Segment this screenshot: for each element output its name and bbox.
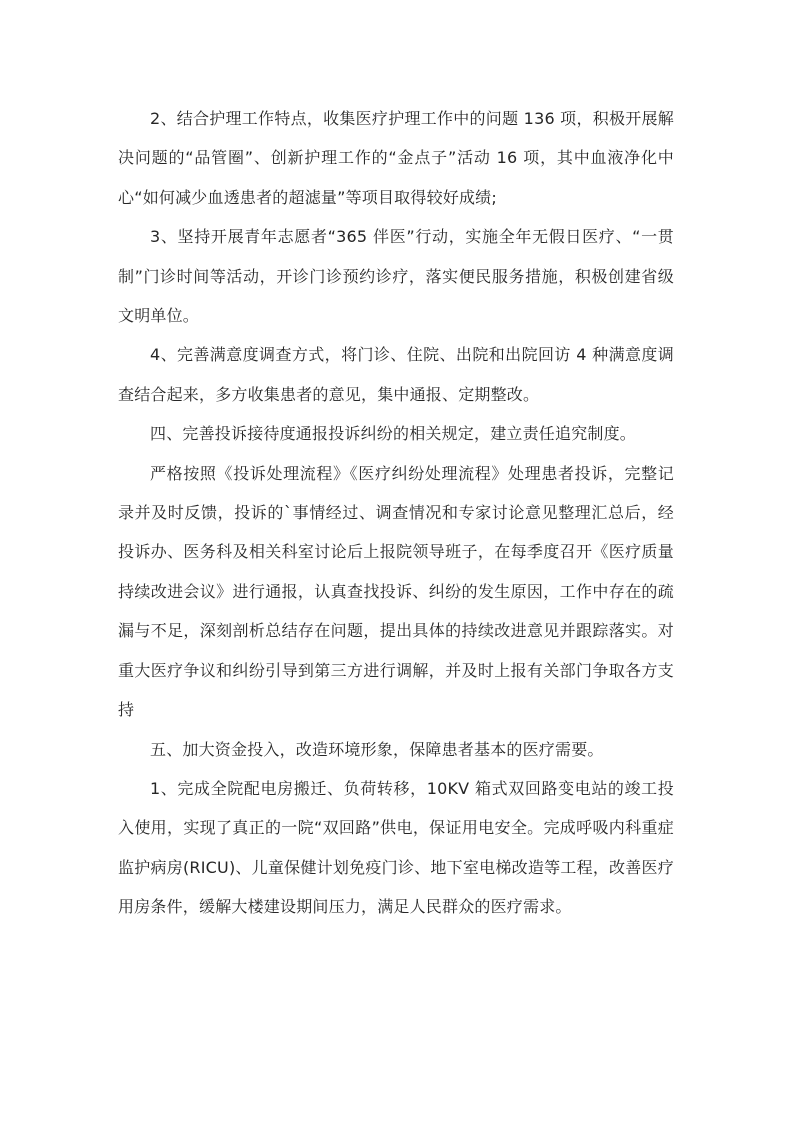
paragraph-infrastructure: 1、完成全院配电房搬迁、负荷转移，10KV 箱式双回路变电站的竣工投入使用，实现了真正的一院“双回路”供电，保证用电安全。完成呼吸内科重症监护病房(RICU)、儿童保健计划免疫门诊、地下室电梯改造等工程，改善医疗用房条件，缓解大楼建设期间压力，满足人民群众的医疗需求。 (118, 778, 674, 917)
document-body (118, 99, 674, 927)
paragraph-heading-investment: 五、加大资金投入，改造环境形象，保障患者基本的医疗需要。 (150, 739, 604, 759)
paragraph-volunteer-service: 3、坚持开展青年志愿者“365 伴医”行动，实施全年无假日医疗、“一贯制”门诊时间等活动，开诊门诊预约诊疗，落实便民服务措施，积极创建省级文明单位。 (118, 227, 674, 326)
paragraph-satisfaction-survey: 4、完善满意度调查方式，将门诊、住院、出院和出院回访 4 种满意度调查结合起来，多方收集患者的意见，集中通报、定期整改。 (118, 345, 674, 404)
paragraph-heading-complaints: 四、完善投诉接待度通报投诉纠纷的相关规定，建立责任追究制度。 (150, 424, 637, 444)
paragraph-complaint-process: 严格按照《投诉处理流程》《医疗纠纷处理流程》处理患者投诉，完整记录并及时反馈，投诉的`事情经过、调查情况和专家讨论意见整理汇总后，经投诉办、医务科及相关科室讨论后上报院领导班子，在每季度召开《医疗质量持续改进会议》进行通报，认真查找投诉、纠纷的发生原因，工作中存在的疏漏与不足，深刻剖析总结存在问题，提出具体的持续改进意见并跟踪落实。对重大医疗争议和纠纷引导到第三方进行调解，并及时上报有关部门争取各方支持 (118, 463, 674, 720)
paragraph-nursing-problems: 2、结合护理工作特点，收集医疗护理工作中的问题 136 项，积极开展解决问题的“品管圈”、创新护理工作的“金点子”活动 16 项，其中血液净化中心“如何减少血透患者的超滤量”等项目取得较好成绩; (118, 109, 674, 207)
